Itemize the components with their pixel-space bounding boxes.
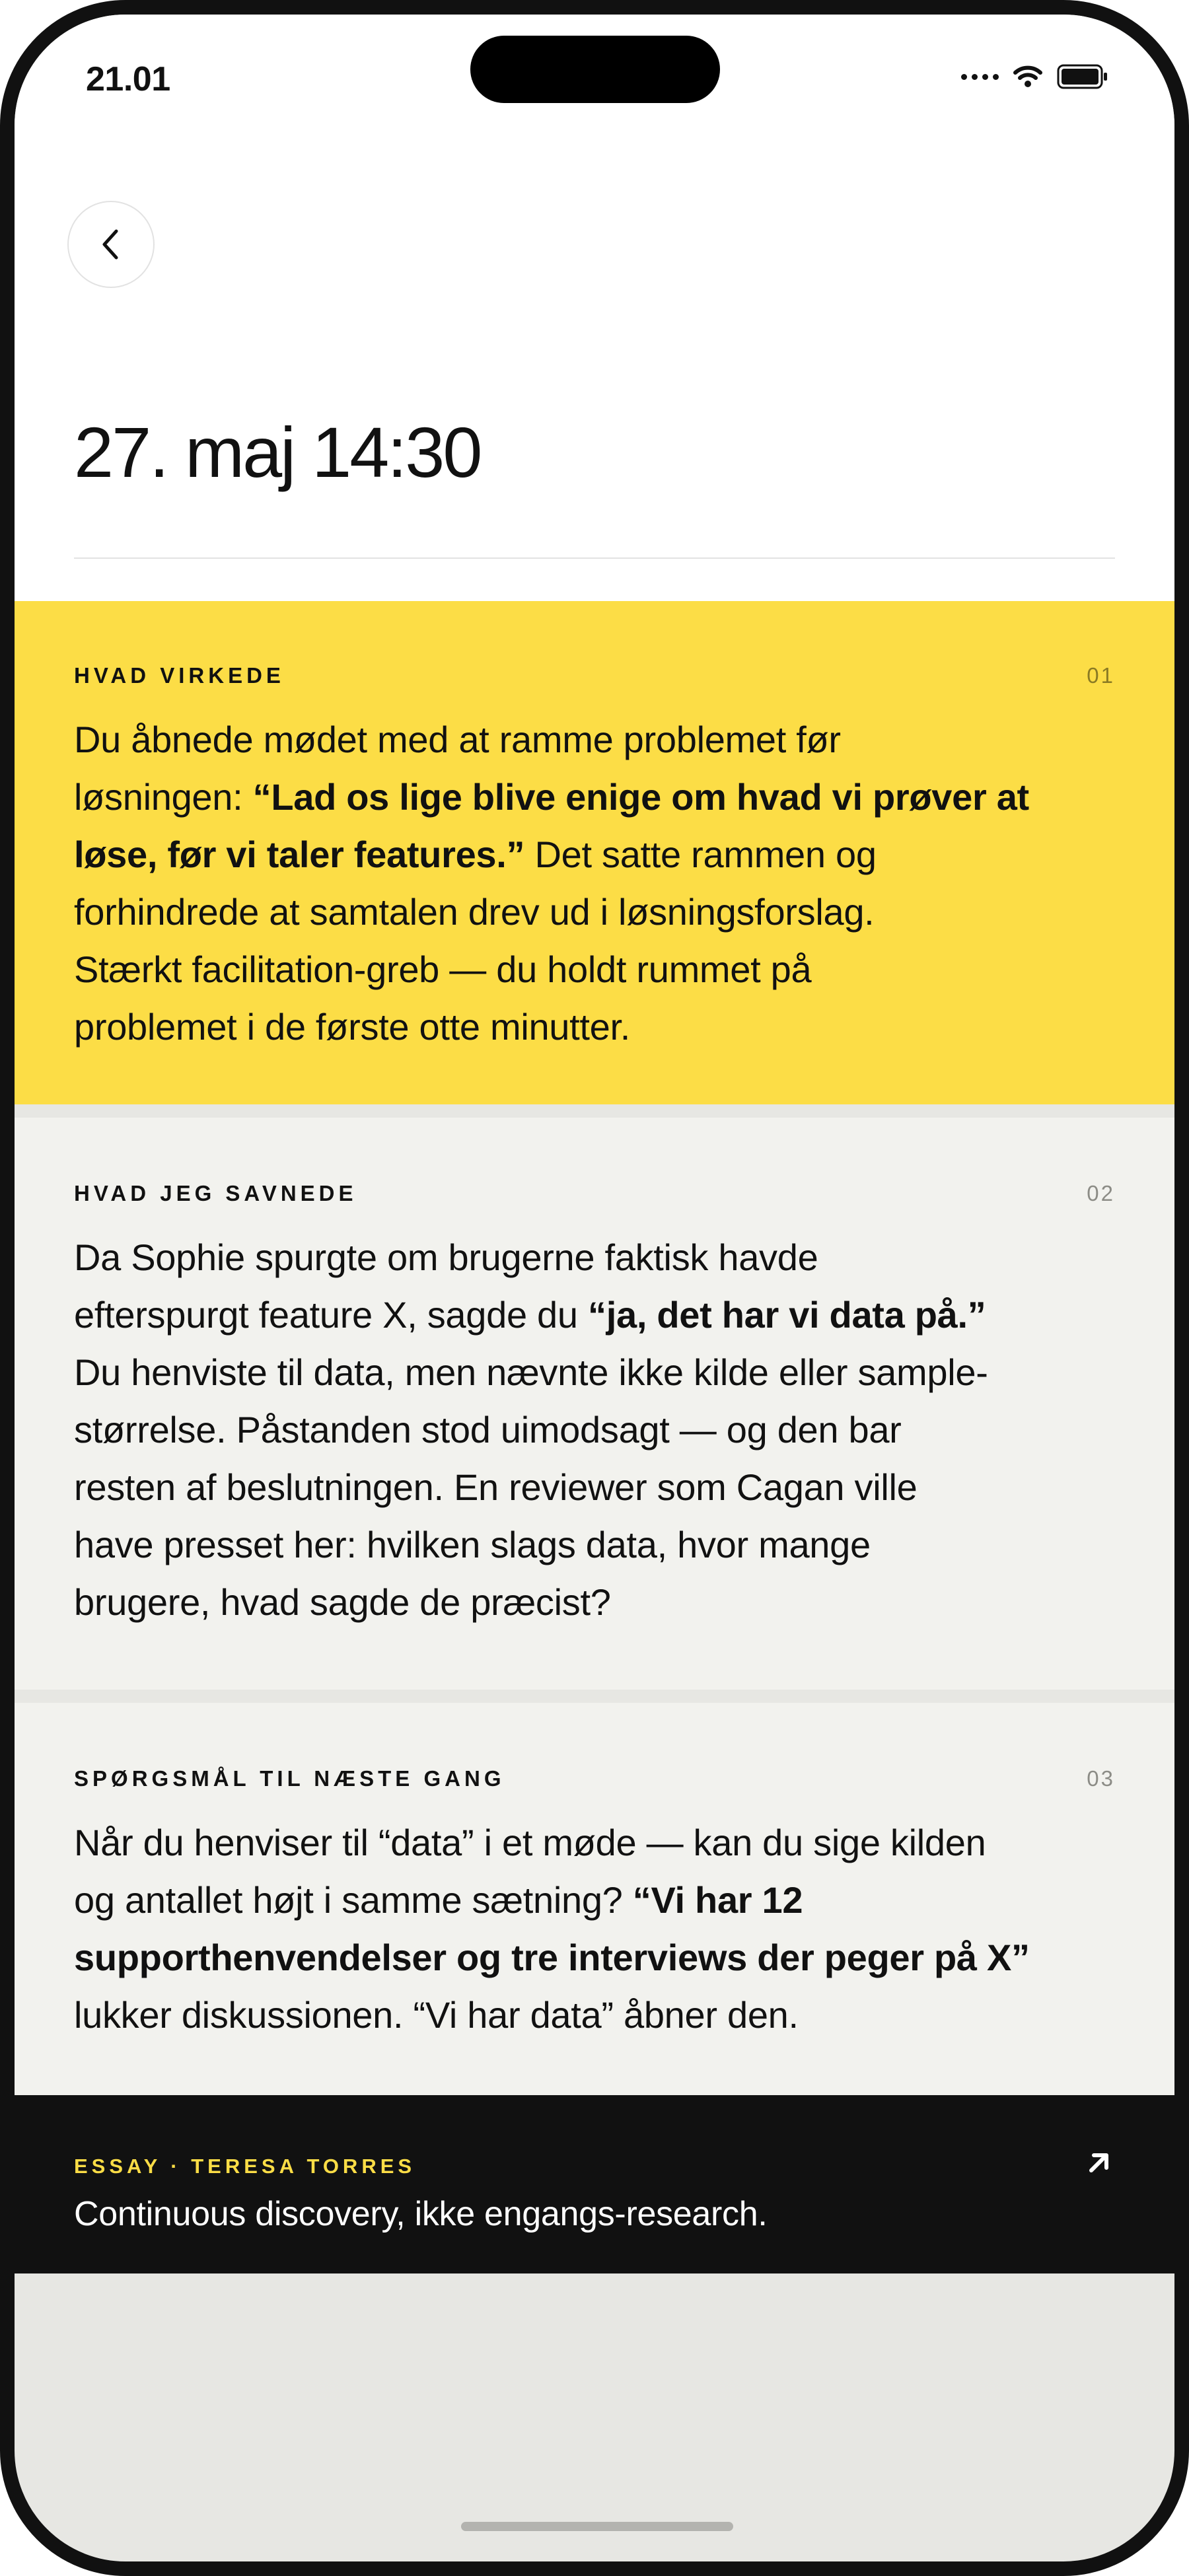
body-line [74, 883, 1131, 941]
essay-label: ESSAY · TERESA TORRES [74, 2155, 416, 2178]
body-text: Stærkt facilitation-greb — du holdt rummet på [74, 948, 812, 990]
page-title: 27. maj 14:30 [74, 412, 481, 492]
body-text: løsningen: [74, 776, 253, 818]
section-number: 02 [1087, 1181, 1115, 1205]
body-line [74, 1343, 1131, 1401]
body-bold-text: “Lad os lige blive enige om hvad vi prøver at [252, 776, 1029, 818]
body-text: Da Sophie spurgte om brugerne faktisk havde [74, 1236, 818, 1278]
body-line [74, 1458, 1131, 1516]
section-card-next-time [15, 1703, 1174, 2095]
home-indicator [461, 2522, 733, 2531]
status-time: 21.01 [86, 60, 170, 98]
screen [15, 15, 1174, 2561]
body-line [74, 998, 1131, 1055]
body-line [74, 1929, 1131, 1986]
section-label: SPØRGSMÅL TIL NÆSTE GANG [74, 1766, 505, 1791]
section-label: HVAD VIRKEDE [74, 663, 285, 688]
wifi-icon [1013, 65, 1042, 89]
body-line [74, 768, 1131, 826]
body-text: have presset her: hvilken slags data, hvor mange [74, 1524, 871, 1565]
body-line [74, 1871, 1131, 1929]
body-text: Når du henviser til “data” i et møde — kan du sige kilden [74, 1822, 986, 1863]
section-card-worked [15, 601, 1174, 1104]
body-text: forhindrede at samtalen drev ud i løsningsforslag. [74, 891, 875, 933]
battery-icon [1057, 64, 1108, 89]
header-divider [74, 557, 1115, 559]
section-card-missed [15, 1118, 1174, 1690]
body-line [74, 1814, 1131, 1871]
body-line [74, 1573, 1131, 1631]
body-bold-text: løse, før vi taler features.” [74, 834, 525, 875]
back-button[interactable] [67, 201, 155, 288]
essay-title: Continuous discovery, ikke engangs-research. [74, 2195, 768, 2233]
section-label: HVAD JEG SAVNEDE [74, 1181, 357, 1205]
body-line [74, 1986, 1131, 2044]
body-line [74, 941, 1131, 998]
body-text: lukker diskussionen. “Vi har data” åbner den. [74, 1994, 799, 2036]
section-number: 01 [1087, 663, 1115, 688]
body-text: Du henviste til data, men nævnte ikke kilde eller sample- [74, 1351, 988, 1393]
body-text: Du åbnede mødet med at ramme problemet før [74, 719, 841, 760]
body-line [74, 1401, 1131, 1458]
body-text: resten af beslutningen. En reviewer som Cagan ville [74, 1466, 918, 1508]
section-body [74, 711, 1131, 1055]
section-number: 03 [1087, 1766, 1115, 1791]
body-line [74, 826, 1131, 883]
dynamic-island [470, 36, 720, 103]
chevron-left-icon [98, 226, 124, 263]
essay-link-card[interactable] [15, 2095, 1174, 2273]
body-text: Det satte rammen og [524, 834, 877, 875]
status-icons [961, 61, 1108, 92]
body-bold-text: “ja, det har vi data på.” [588, 1294, 986, 1336]
body-line [74, 711, 1131, 768]
section-body [74, 1814, 1131, 2044]
section-body [74, 1229, 1131, 1631]
body-line [74, 1229, 1131, 1286]
body-bold-text: “Vi har 12 [632, 1879, 803, 1921]
body-text: problemet i de første otte minutter. [74, 1006, 631, 1048]
cellular-signal-icon [961, 74, 999, 80]
body-text: og antallet højt i samme sætning? [74, 1879, 633, 1921]
arrow-up-right-icon [1085, 2148, 1114, 2177]
header [15, 15, 1174, 601]
body-text: størrelse. Påstanden stod uimodsagt — og den bar [74, 1409, 902, 1450]
body-text: efterspurgt feature X, sagde du [74, 1294, 589, 1336]
body-bold-text: supporthenvendelser og tre interviews der peger på X” [74, 1937, 1030, 1978]
body-line [74, 1286, 1131, 1343]
body-line [74, 1516, 1131, 1573]
body-text: brugere, hvad sagde de præcist? [74, 1581, 611, 1623]
